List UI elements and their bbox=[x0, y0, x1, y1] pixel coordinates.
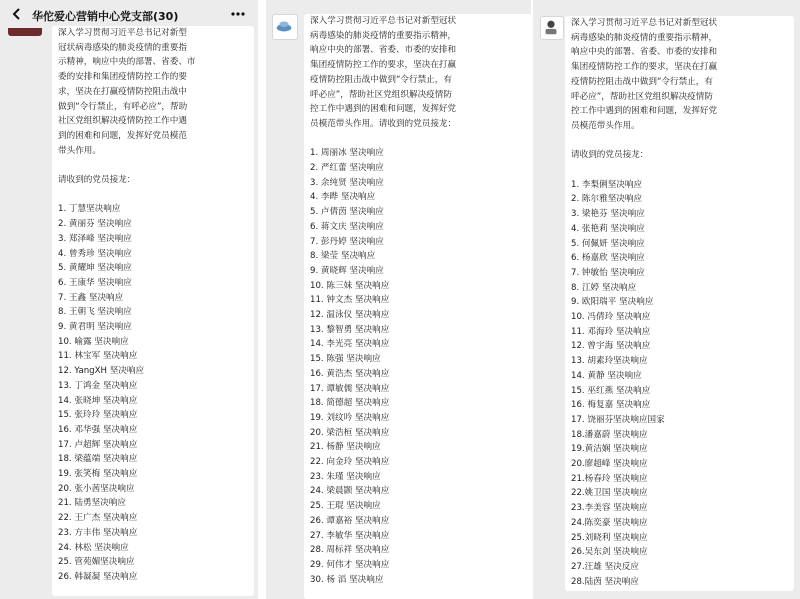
signup-list-item: 6. 王康华 坚决响应 bbox=[58, 277, 132, 288]
signup-list-item: 20. 梁浩桓 坚决响应 bbox=[310, 427, 390, 438]
signup-list-item: 9. 欧阳瑞平 坚决响应 bbox=[571, 297, 654, 308]
chat-screenshot-middle bbox=[266, 0, 531, 599]
signup-list-item: 22. 王广杰 坚决响应 bbox=[58, 513, 138, 524]
logo-avatar-icon bbox=[273, 15, 295, 37]
signup-list-item: 22.姚卫国 坚决响应 bbox=[571, 488, 648, 499]
signup-list-item: 25.刘晓利 坚决响应 bbox=[571, 532, 648, 543]
person-avatar-icon bbox=[541, 17, 561, 37]
message-intro: 深入学习贯彻习近平总书记对新型冠状 病毒感染的肺炎疫情的重要指示精神， 响应中央的部署、省委、市委的安排和 集团疫情防控工作的要求，坚决在打赢 疫情防控阻击战中做到“令行禁止，有 呼必应”，帮助社区党组织解决疫情防 控工作中遇到的困难和问题，发挥好党 员模范带头作用。 bbox=[571, 18, 718, 131]
sender-avatar[interactable] bbox=[8, 28, 42, 36]
signup-list-item: 14. 张晓坤 坚决响应 bbox=[58, 395, 138, 406]
signup-list bbox=[310, 146, 528, 587]
signup-list-item: 17. 饶丽芬坚决响应国家 bbox=[571, 414, 665, 425]
message-intro: 深入学习贯彻习近平总书记对新型 冠状病毒感染的肺炎疫情的重要指 示精神，响应中央的部署、省委、市 委的安排和集团疫情防控工作的要 求，坚决在打赢疫情防控阻击战中 做到“令行禁止，有呼必应”，帮助 社区党组织解决疫情防控工作中遇 到的困难和问题，发挥好党员模范 带头作用。 bbox=[58, 28, 196, 156]
signup-list-item: 6. 蒋文庆 坚决响应 bbox=[310, 221, 384, 232]
signup-list-item: 29. 何伟才 坚决响应 bbox=[310, 560, 390, 570]
signup-list-item: 27.汪雄 坚决反应 bbox=[571, 561, 639, 572]
sender-avatar[interactable] bbox=[272, 14, 298, 40]
signup-list-item: 23. 朱瑾 坚决响应 bbox=[310, 471, 381, 482]
signup-list bbox=[58, 202, 248, 584]
signup-list-item: 1. 周丽冰 坚决响应 bbox=[310, 148, 384, 159]
signup-list-item: 1. 李梨俐坚决响应 bbox=[571, 179, 643, 190]
signup-list-item: 13. 黎智勇 坚决响应 bbox=[310, 324, 390, 335]
signup-list-item: 6. 杨嘉欣 坚决响应 bbox=[571, 253, 645, 264]
signup-list-item: 21. 陆勇坚决响应 bbox=[58, 498, 126, 509]
signup-list-item: 8. 江婷 坚决响应 bbox=[571, 282, 637, 293]
signup-list-item: 11. 林宝军 坚决响应 bbox=[58, 351, 138, 362]
signup-list-item: 10. 喻露 坚决响应 bbox=[58, 336, 129, 347]
signup-list-item: 15. 陈强 坚决响应 bbox=[310, 354, 381, 365]
signup-list-item: 16. 邓华强 坚决响应 bbox=[58, 424, 138, 435]
signup-list-item: 23.李美容 坚决响应 bbox=[571, 503, 648, 514]
signup-list-item: 15. 张玲玲 坚决响应 bbox=[58, 410, 138, 421]
signup-list-item: 5. 卢倩茵 坚决响应 bbox=[310, 207, 384, 218]
signup-list-item: 11. 邓海玲 坚决响应 bbox=[571, 326, 651, 337]
signup-list-item: 24.陈奕豪 坚决响应 bbox=[571, 517, 648, 528]
signup-list-item: 7. 钟敏怡 坚决响应 bbox=[571, 267, 645, 278]
signup-list-item: 25. 王琨 坚决响应 bbox=[310, 501, 381, 512]
signup-list-item: 5. 黄耀坤 坚决响应 bbox=[58, 263, 132, 274]
signup-list-item: 7. 王鑫 坚决响应 bbox=[58, 292, 124, 303]
signup-list-item: 22. 向金玲 坚决响应 bbox=[310, 457, 390, 468]
signup-list-item: 21.杨春玲 坚决响应 bbox=[571, 473, 648, 484]
signup-list-item: 28. 周标祥 坚决响应 bbox=[310, 545, 390, 556]
signup-list-item: 3. 余纯贤 坚决响应 bbox=[310, 177, 384, 188]
signup-list bbox=[571, 178, 788, 590]
signup-list-item: 19.黄洁娴 坚决响应 bbox=[571, 444, 648, 455]
signup-list-item: 14. 黄静 坚决响应 bbox=[571, 370, 642, 381]
signup-list-item: 20. 张小茜坚决响应 bbox=[58, 483, 135, 494]
signup-list-item: 26. 谭嘉裕 坚决响应 bbox=[310, 515, 390, 526]
signup-list-item: 23. 方丰伟 坚决响应 bbox=[58, 527, 138, 538]
signup-list-item: 18.潘嘉蔚 坚决响应 bbox=[571, 429, 648, 440]
signup-list-item: 4. 李晔 坚决响应 bbox=[310, 192, 376, 203]
signup-list-item: 13. 丁鸿金 坚决响应 bbox=[58, 380, 138, 391]
signup-list-item: 8. 王朝飞 坚决响应 bbox=[58, 307, 132, 318]
signup-list-item: 12. 曾宇海 坚决响应 bbox=[571, 341, 651, 352]
signup-list-item: 11. 钟文杰 坚决响应 bbox=[310, 295, 390, 306]
signup-list-item: 25. 管苑媚坚决响应 bbox=[58, 557, 135, 568]
chat-title: 华佗爱心营销中心党支部(30) bbox=[32, 10, 179, 23]
signup-list-item: 8. 梁莹 坚决响应 bbox=[310, 251, 376, 262]
signup-list-item: 4. 张艳莉 坚决响应 bbox=[571, 223, 645, 234]
signup-list-item: 2. 陈尔雅坚决响应 bbox=[571, 194, 643, 205]
signup-list-item: 2. 黄丽芬 坚决响应 bbox=[58, 219, 132, 230]
more-options-icon[interactable] bbox=[230, 7, 246, 21]
signup-list-item: 7. 彭丹婷 坚决响应 bbox=[310, 236, 384, 247]
message-bubble bbox=[304, 14, 531, 599]
signup-list-item: 17. 卢超辉 坚决响应 bbox=[58, 439, 138, 450]
signup-list-item: 2. 严红蕾 坚决响应 bbox=[310, 163, 384, 174]
signup-list-item: 14. 李光亮 坚决响应 bbox=[310, 339, 390, 350]
signup-list-item: 10. 冯倩玲 坚决响应 bbox=[571, 312, 651, 323]
chat-screenshot-left bbox=[0, 0, 258, 599]
signup-list-item: 24. 梁晨颢 坚决响应 bbox=[310, 486, 390, 497]
signup-list-item: 3. 郑泽峰 坚决响应 bbox=[58, 233, 132, 244]
sender-avatar[interactable] bbox=[540, 16, 564, 40]
message-bubble bbox=[565, 16, 794, 591]
signup-list-item: 26. 韩凝凝 坚决响应 bbox=[58, 571, 138, 582]
signup-list-item: 28.陆茵 坚决响应 bbox=[571, 576, 639, 587]
message-intro: 深入学习贯彻习近平总书记对新型冠状 病毒感染的肺炎疫情的重要指示精神， 响应中央的部署、省委、市委的安排和 集团疫情防控工作的要求，坚决在打赢 疫情防控阻击战中做到“令行禁止，有 呼必应”，帮助社区党组织解决疫情防 控工作中遇到的困难和问题，发挥好党 员模范带头作用。请收到的党员接龙： bbox=[310, 16, 457, 129]
signup-list-item: 19. 刘纹吟 坚决响应 bbox=[310, 412, 390, 423]
signup-list-item: 4. 曾秀珍 坚决响应 bbox=[58, 248, 132, 259]
signup-list-item: 9. 黄君明 坚决响应 bbox=[58, 322, 132, 333]
signup-list-item: 20.廖超峰 坚决响应 bbox=[571, 459, 648, 470]
signup-list-item: 13. 胡素玲坚决响应 bbox=[571, 356, 648, 367]
back-arrow-icon[interactable] bbox=[10, 7, 24, 21]
signup-list-item: 17. 谭敏儒 坚决响应 bbox=[310, 383, 390, 394]
signup-list-item: 26.吴东剑 坚决响应 bbox=[571, 547, 648, 558]
signup-list-item: 16. 梅复嘉 坚决响应 bbox=[571, 400, 651, 411]
signup-list-item: 5. 何佩妍 坚决响应 bbox=[571, 238, 645, 249]
signup-list-item: 16. 黄浩杰 坚决响应 bbox=[310, 368, 390, 379]
signup-list-item: 12. YangXH 坚决响应 bbox=[58, 366, 145, 377]
signup-list-item: 19. 张笑梅 坚决响应 bbox=[58, 469, 138, 480]
signup-list-item: 12. 温泳仪 坚决响应 bbox=[310, 310, 390, 321]
signup-list-item: 3. 梁艳芬 坚决响应 bbox=[571, 209, 645, 220]
signup-list-item: 1. 丁慧坚决响应 bbox=[58, 204, 121, 215]
signup-list-item: 9. 黄晓辉 坚决响应 bbox=[310, 265, 384, 276]
signup-list-item: 18. 梁蕴端 坚决响应 bbox=[58, 454, 138, 465]
signup-list-item: 18. 简德超 坚决响应 bbox=[310, 398, 390, 409]
signup-list-item: 15. 巫红燕 坚决响应 bbox=[571, 385, 651, 396]
message-bubble bbox=[52, 26, 254, 596]
message-request: 请收到的党员接龙： bbox=[571, 150, 649, 161]
signup-list-item: 10. 陈三妹 坚决响应 bbox=[310, 280, 390, 291]
signup-list-item: 21. 杨静 坚决响应 bbox=[310, 442, 381, 453]
signup-list-item: 27. 李敏华 坚决响应 bbox=[310, 530, 390, 541]
message-request: 请收到的党员接龙： bbox=[58, 175, 136, 186]
signup-list-item: 24. 林松 坚决响应 bbox=[58, 542, 129, 553]
signup-list-item: 30. 杨 滔 坚决响应 bbox=[310, 574, 384, 585]
chat-screenshot-right bbox=[533, 0, 800, 599]
